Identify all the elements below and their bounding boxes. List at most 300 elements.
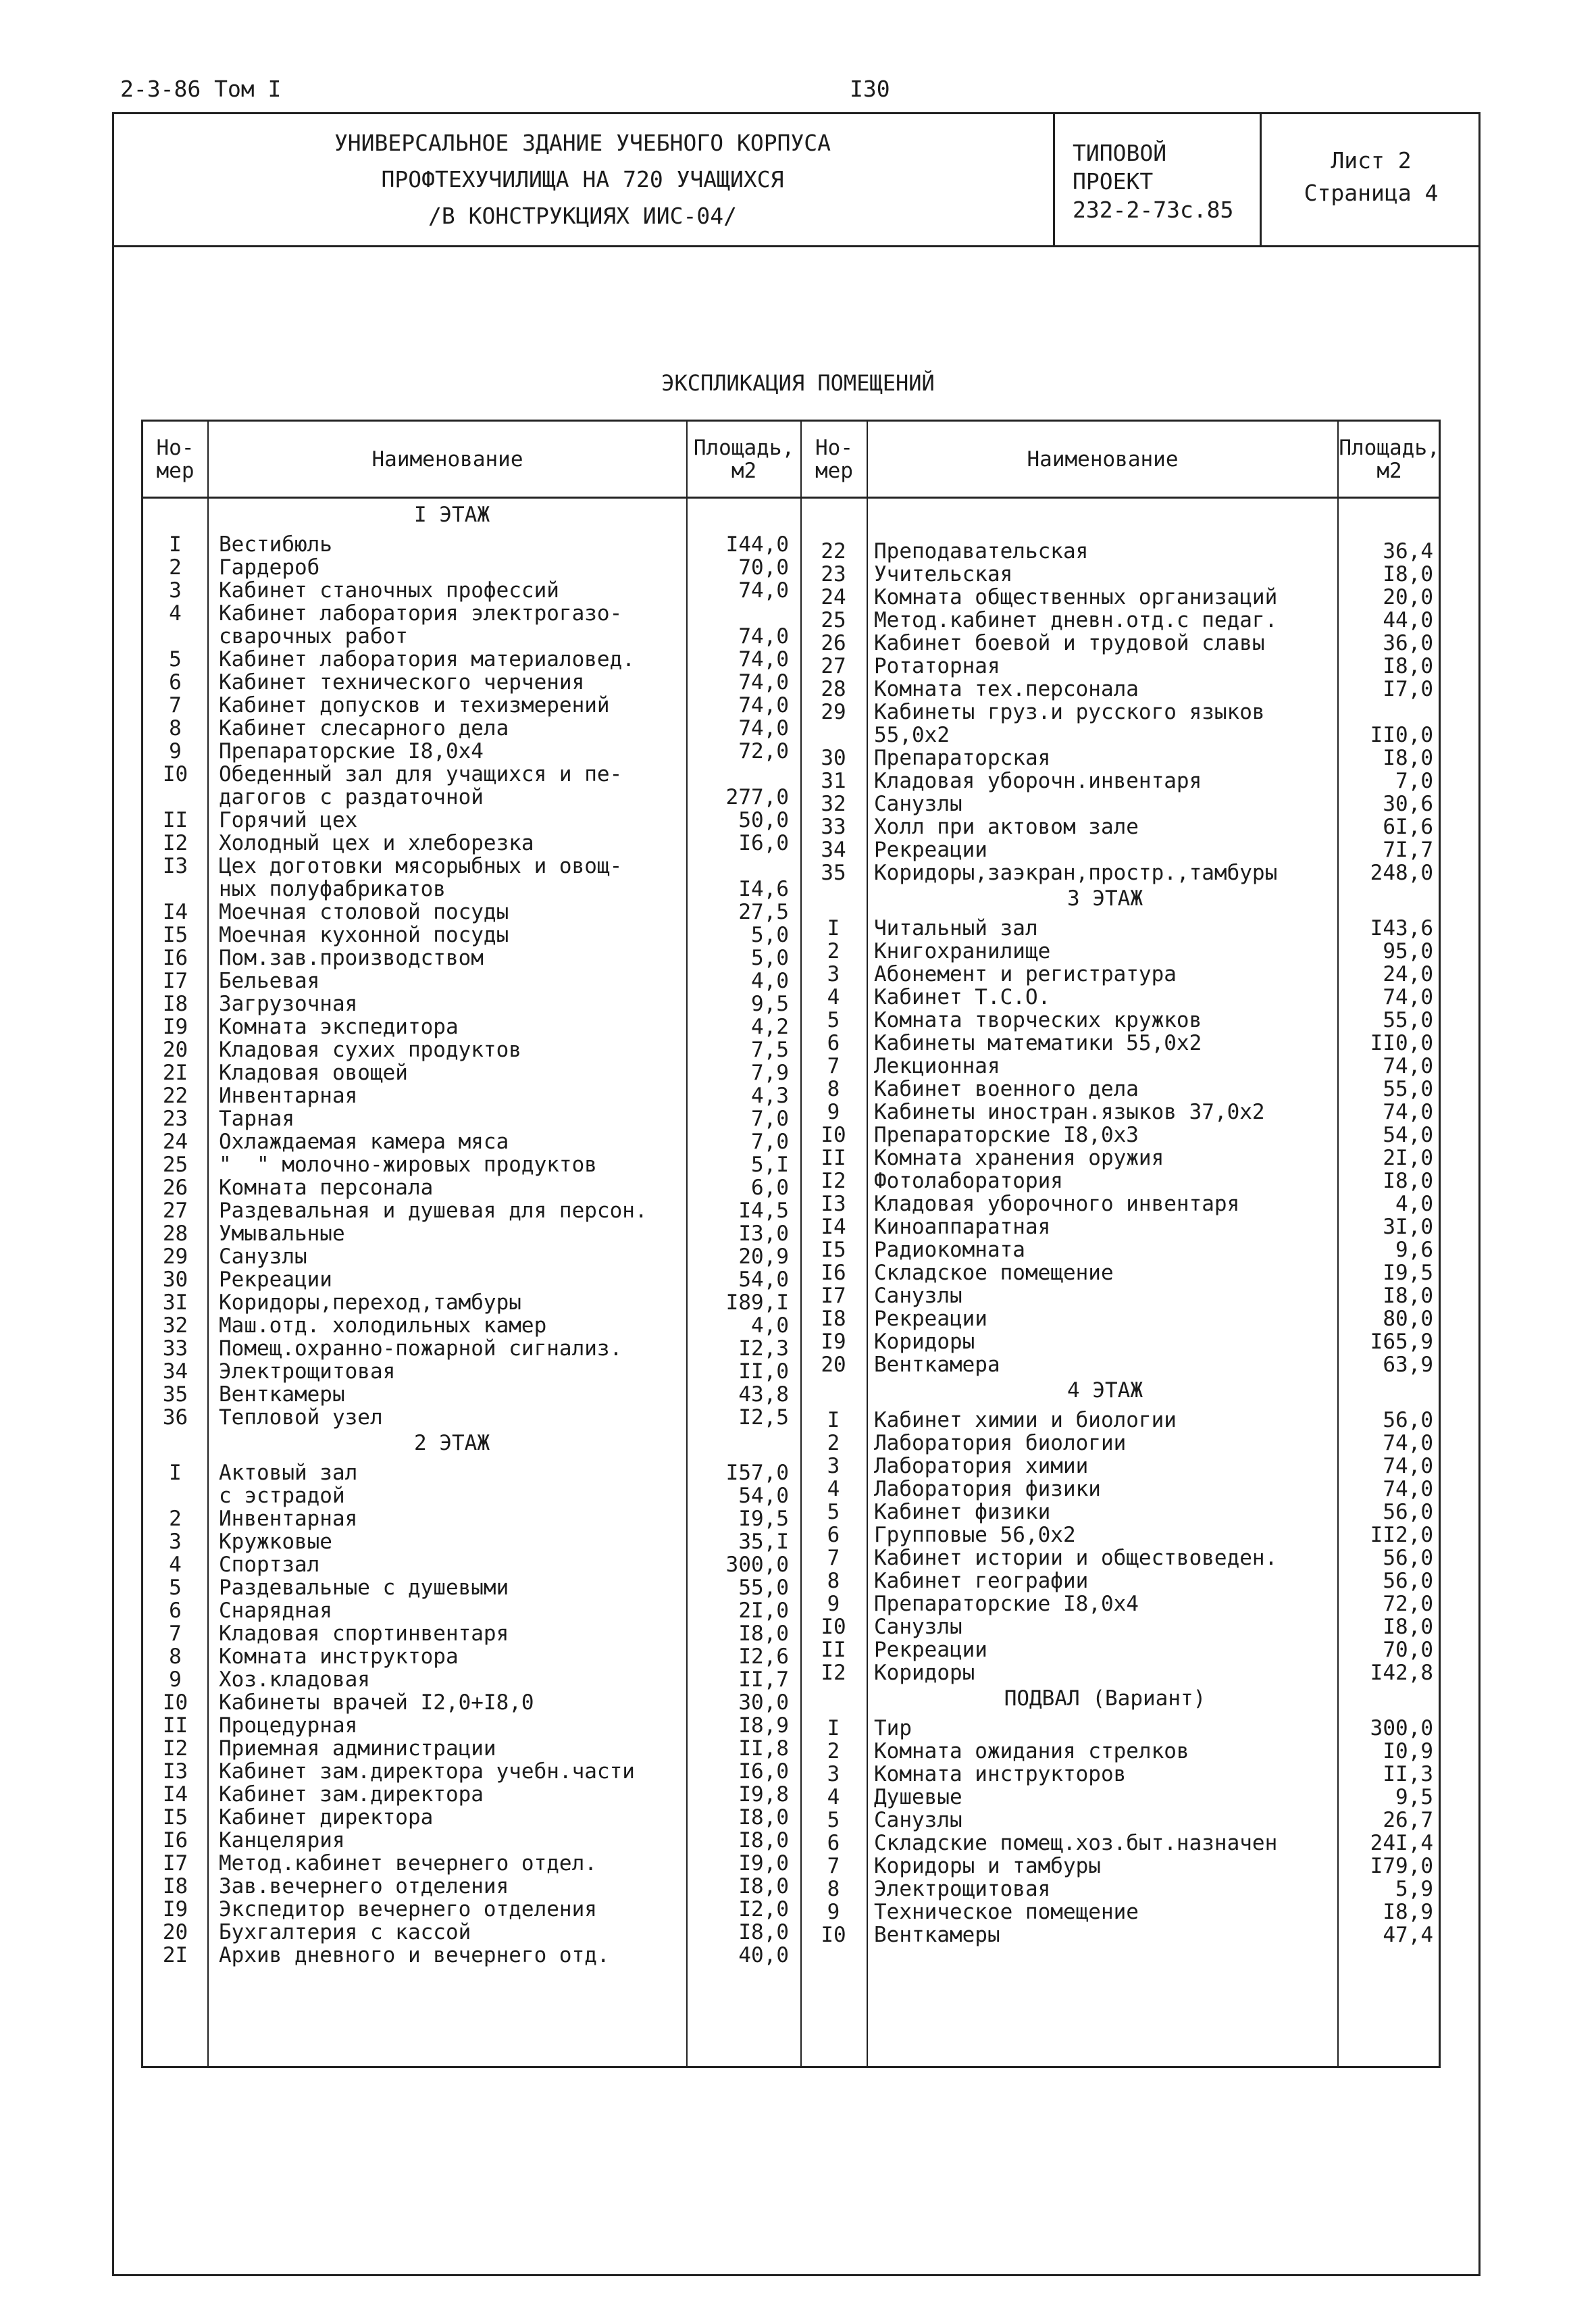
room-name: Преподавательская: [874, 539, 1089, 563]
room-name: Санузлы: [874, 1615, 962, 1639]
room-number: I7: [162, 969, 188, 993]
room-number: 7: [827, 1854, 840, 1878]
room-number: 6: [827, 1031, 840, 1055]
room-area: 2I,0: [1383, 1146, 1433, 1170]
room-number: 35: [821, 861, 846, 885]
room-name: Душевые: [874, 1785, 962, 1809]
room-number: 24: [162, 1130, 188, 1154]
room-number: I7: [162, 1851, 188, 1876]
room-area: I6,0: [738, 831, 789, 855]
room-area: I8,0: [1383, 1284, 1433, 1308]
room-number: 3: [827, 1762, 840, 1786]
room-number: 3I: [162, 1290, 188, 1315]
room-area: 72,0: [738, 739, 789, 763]
room-area: 20,0: [1383, 585, 1433, 609]
room-number: 2I: [162, 1061, 188, 1085]
table-row: [143, 1101, 1440, 1124]
room-number: 23: [162, 1107, 188, 1131]
room-number: I3: [821, 1192, 846, 1216]
table-row: [143, 1032, 1440, 1055]
room-name: Процедурная: [219, 1713, 358, 1738]
room-area: 4,2: [751, 1015, 789, 1039]
room-number: 3: [827, 962, 840, 986]
room-number: I5: [162, 923, 188, 947]
room-area: 35,I: [738, 1530, 789, 1554]
room-area: 24,0: [1383, 962, 1433, 986]
room-name: Комната ожидания стрелков: [874, 1739, 1189, 1763]
room-number: 6: [827, 1831, 840, 1855]
room-number: 36: [162, 1405, 188, 1430]
room-name: ных полуфабрикатов: [219, 877, 446, 901]
room-area: 56,0: [1383, 1546, 1433, 1570]
room-area: 55,0: [1383, 1008, 1433, 1032]
room-number: 4: [827, 1785, 840, 1809]
table-row: [143, 655, 1440, 678]
room-name: Раздевальная и душевая для персон.: [219, 1199, 648, 1223]
room-number: 26: [821, 631, 846, 655]
room-name: Групповые 56,0х2: [874, 1523, 1076, 1547]
room-area: 6,0: [751, 1176, 789, 1200]
room-area: 4,3: [751, 1084, 789, 1108]
room-area: I8,9: [738, 1713, 789, 1738]
room-name: Вестибюль: [219, 532, 332, 557]
header-divider: [143, 497, 1439, 499]
room-name: Санузлы: [219, 1244, 307, 1269]
room-name: Кабинет слесарного дела: [219, 716, 509, 740]
column-header-name: [209, 422, 686, 497]
room-name: Бельевая: [219, 969, 320, 993]
room-number: 32: [162, 1313, 188, 1338]
room-area: I6,0: [738, 1759, 789, 1784]
room-name: Комната тех.персонала: [874, 677, 1139, 701]
room-number: 7: [827, 1546, 840, 1570]
room-name: Кабинет лаборатория электрогазо-: [219, 601, 623, 626]
room-name: Кабинет станочных профессий: [219, 578, 559, 603]
room-area: 74,0: [738, 716, 789, 740]
room-area: II0,0: [1370, 1031, 1433, 1055]
room-name: Кабинет зам.директора учебн.части: [219, 1759, 635, 1784]
room-number: I: [827, 1408, 840, 1432]
room-area: 9,6: [1395, 1238, 1433, 1262]
room-name: Бухгалтерия с кассой: [219, 1920, 471, 1944]
room-name: Киноаппаратная: [874, 1215, 1051, 1239]
room-area: 300,0: [1370, 1716, 1433, 1740]
room-number: 2I: [162, 1943, 188, 1967]
room-name: Комната инструкторов: [874, 1762, 1127, 1786]
room-area: 54,0: [1383, 1123, 1433, 1147]
room-number: 27: [162, 1199, 188, 1223]
room-number: I3: [162, 1759, 188, 1784]
room-number: 8: [169, 1644, 182, 1669]
table-row: [143, 1262, 1440, 1284]
room-area: I8,9: [1383, 1900, 1433, 1924]
room-name: Помещ.охранно-пожарной сигнализ.: [219, 1336, 623, 1361]
room-name: Коридоры,заэкран,простр.,тамбуры: [874, 861, 1278, 885]
room-number: 5: [169, 1576, 182, 1600]
room-number: I8: [162, 1874, 188, 1898]
room-name: Холл при актовом зале: [874, 815, 1139, 839]
room-name: Кабинет военного дела: [874, 1077, 1139, 1101]
table-row: [143, 701, 1440, 724]
column-header-text: Наименование: [1027, 447, 1179, 472]
room-area: 5,9: [1395, 1877, 1433, 1901]
room-area: 36,0: [1383, 631, 1433, 655]
room-number: I4: [821, 1215, 846, 1239]
room-name: Тепловой узел: [219, 1405, 383, 1430]
room-area: 74,0: [1383, 1431, 1433, 1455]
room-number: 24: [821, 585, 846, 609]
room-area: 24I,4: [1370, 1831, 1433, 1855]
room-area: 40,0: [738, 1943, 789, 1967]
room-area: I8,0: [738, 1828, 789, 1853]
room-area: 74,0: [738, 647, 789, 672]
room-area: 4,0: [751, 969, 789, 993]
room-name: Горячий цех: [219, 808, 358, 832]
room-name: Приемная администрации: [219, 1736, 496, 1761]
room-number: I: [827, 916, 840, 940]
room-area: II,7: [738, 1667, 789, 1692]
room-name: Электрощитовая: [874, 1877, 1051, 1901]
room-area: I7,0: [1383, 677, 1433, 701]
room-area: 9,5: [1395, 1785, 1433, 1809]
room-number: 23: [821, 562, 846, 586]
floor-section-title: I ЭТАЖ: [414, 503, 490, 527]
room-number: I4: [162, 1782, 188, 1807]
room-area: I43,6: [1370, 916, 1433, 940]
room-area: 72,0: [1383, 1592, 1433, 1616]
room-name: Кабинет боевой и трудовой славы: [874, 631, 1265, 655]
room-name: Спортзал: [219, 1553, 320, 1577]
room-name: Венткамеры: [219, 1382, 345, 1407]
room-name: Электрощитовая: [219, 1359, 396, 1384]
room-area: 5,0: [751, 946, 789, 970]
room-number: I2: [162, 831, 188, 855]
room-area: 63,9: [1383, 1353, 1433, 1377]
sheet-number: Лист 2: [1331, 147, 1412, 174]
table-row: [143, 1170, 1440, 1192]
room-name: Кружковые: [219, 1530, 332, 1554]
room-area: I0,9: [1383, 1739, 1433, 1763]
title-block: [112, 112, 1481, 247]
room-area: I8,0: [738, 1920, 789, 1944]
room-area: 7,0: [751, 1130, 789, 1154]
column-header-name: [868, 422, 1337, 497]
room-name: Кабинет истории и обществоведен.: [874, 1546, 1278, 1570]
table-row: [143, 1639, 1440, 1661]
room-name: Хоз.кладовая: [219, 1667, 370, 1692]
room-name: Кабинет допусков и техизмерений: [219, 693, 610, 718]
room-number: 9: [169, 1667, 182, 1692]
table-row: [143, 1782, 1440, 1809]
table-row: [143, 1944, 1440, 1967]
room-area: 4,0: [751, 1313, 789, 1338]
room-name: Препараторская: [874, 746, 1051, 770]
room-name: Учительская: [874, 562, 1013, 586]
column-header-text: мер: [156, 458, 195, 483]
room-number: I2: [821, 1169, 846, 1193]
room-name: Кладовая спортинвентаря: [219, 1621, 509, 1646]
table-row: [143, 1124, 1440, 1147]
room-name: Комната хранения оружия: [874, 1146, 1164, 1170]
room-area: 55,0: [738, 1576, 789, 1600]
sheet-cell: [1262, 112, 1481, 247]
room-area: 30,0: [738, 1690, 789, 1715]
room-number: 2: [169, 1507, 182, 1531]
table-row: [143, 1455, 1440, 1478]
room-name: Лаборатория химии: [874, 1454, 1089, 1478]
table-row: [143, 862, 1440, 884]
room-number: 9: [827, 1100, 840, 1124]
room-area: II0,0: [1370, 723, 1433, 747]
room-number: 25: [162, 1153, 188, 1177]
room-area: I89,I: [725, 1290, 789, 1315]
table-row: [143, 1193, 1440, 1215]
room-name: Кладовая сухих продуктов: [219, 1038, 521, 1062]
room-area: II2,0: [1370, 1523, 1433, 1547]
room-name: Комната инструктора: [219, 1644, 459, 1669]
room-area: 74,0: [1383, 1054, 1433, 1078]
room-number: 34: [162, 1359, 188, 1384]
column-header-text: м2: [731, 458, 757, 483]
room-number: II: [162, 808, 188, 832]
room-area: I3,0: [738, 1222, 789, 1246]
table-row: [143, 540, 1440, 563]
room-name: 55,0х2: [874, 723, 950, 747]
room-area: I42,8: [1370, 1661, 1433, 1685]
room-area: 7,9: [751, 1061, 789, 1085]
room-area: 277,0: [725, 785, 789, 809]
room-area: 74,0: [1383, 1454, 1433, 1478]
room-area: 50,0: [738, 808, 789, 832]
table-row: [143, 1616, 1440, 1638]
room-name: Комната экспедитора: [219, 1015, 459, 1039]
room-area: 43,8: [738, 1382, 789, 1407]
table-row: [143, 1216, 1440, 1238]
room-area: 44,0: [1383, 608, 1433, 632]
room-number: 22: [821, 539, 846, 563]
room-name: Кабинеты математики 55,0х2: [874, 1031, 1202, 1055]
room-number: 20: [821, 1353, 846, 1377]
room-number: I: [827, 1716, 840, 1740]
room-name: Препараторские I8,0х4: [874, 1592, 1139, 1616]
table-row: [143, 747, 1440, 770]
room-number: I3: [162, 854, 188, 878]
room-number: 3: [169, 1530, 182, 1554]
room-name: Кабинеты груз.и русского языков: [874, 700, 1265, 724]
room-number: 8: [827, 1877, 840, 1901]
table-row: [143, 1055, 1440, 1078]
column-header-text: м2: [1376, 458, 1402, 483]
room-name: Радиокомната: [874, 1238, 1025, 1262]
table-row: [143, 940, 1440, 963]
room-name: Венткамера: [874, 1353, 1000, 1377]
room-area: 74,0: [738, 624, 789, 649]
table-row: [143, 609, 1440, 632]
rooms-table: [141, 420, 1441, 2068]
room-area: 74,0: [1383, 1100, 1433, 1124]
room-number: 33: [821, 815, 846, 839]
room-number: 2: [827, 1431, 840, 1455]
room-number: I2: [162, 1736, 188, 1761]
room-number: 5: [827, 1808, 840, 1832]
table-row: [143, 963, 1440, 986]
room-area: 74,0: [1383, 985, 1433, 1009]
room-name: Ротаторная: [874, 654, 1000, 678]
room-name: Коридоры: [874, 1330, 975, 1354]
room-number: I6: [162, 1828, 188, 1853]
room-area: I8,0: [738, 1805, 789, 1830]
room-number: 6: [827, 1523, 840, 1547]
room-number: 9: [827, 1592, 840, 1616]
table-row: [143, 1308, 1440, 1330]
room-name: Актовый зал: [219, 1461, 358, 1485]
room-name: Обеденный зал для учащихся и пе-: [219, 762, 623, 786]
project-title-line: УНИВЕРСАЛЬНОЕ ЗДАНИЕ УЧЕБНОГО КОРПУСА: [334, 130, 831, 156]
table-row: [143, 1736, 1440, 1763]
room-area: I8,0: [1383, 562, 1433, 586]
column-header-area: [1339, 422, 1440, 497]
room-number: 27: [821, 654, 846, 678]
room-name: Инвентарная: [219, 1507, 358, 1531]
room-name: Санузлы: [874, 1808, 962, 1832]
room-name: " " молочно-жировых продуктов: [219, 1153, 597, 1177]
room-name: Рекреации: [874, 1638, 987, 1662]
room-name: Кабинет зам.директора: [219, 1782, 484, 1807]
room-name: Кабинет географии: [874, 1569, 1089, 1593]
table-heading: ЭКСПЛИКАЦИЯ ПОМЕЩЕНИЙ: [661, 370, 935, 396]
table-row: [143, 917, 1440, 940]
room-area: 26,7: [1383, 1808, 1433, 1832]
room-area: I2,0: [738, 1897, 789, 1921]
room-number: I0: [821, 1123, 846, 1147]
table-row: [143, 1078, 1440, 1101]
room-number: 4: [827, 985, 840, 1009]
room-area: 56,0: [1383, 1500, 1433, 1524]
table-row: [143, 1593, 1440, 1615]
room-number: 4: [169, 1553, 182, 1577]
room-area: I8,0: [738, 1621, 789, 1646]
room-number: II: [821, 1638, 846, 1662]
room-number: 35: [162, 1382, 188, 1407]
room-number: 31: [821, 769, 846, 793]
room-area: I2,6: [738, 1644, 789, 1669]
room-name: Тир: [874, 1716, 912, 1740]
room-number: 3: [827, 1454, 840, 1478]
column-header-text: мер: [815, 458, 853, 483]
project-title-line: ПРОФТЕХУЧИЛИЩА НА 720 УЧАЩИХСЯ: [381, 166, 784, 193]
table-row: [143, 1147, 1440, 1169]
room-area: 300,0: [725, 1553, 789, 1577]
room-number: 34: [821, 838, 846, 862]
table-row: [143, 1570, 1440, 1592]
floor-section-title: ПОДВАЛ (Вариант): [1004, 1686, 1206, 1711]
room-name: Читальный зал: [874, 916, 1038, 940]
room-number: 20: [162, 1038, 188, 1062]
room-area: 56,0: [1383, 1569, 1433, 1593]
room-name: Препараторские I8,0х3: [874, 1123, 1139, 1147]
room-name: Рекреации: [874, 838, 987, 862]
room-name: Кабинеты врачей I2,0+I8,0: [219, 1690, 534, 1715]
column-header-area: [688, 422, 800, 497]
room-name: Комната творческих кружков: [874, 1008, 1202, 1032]
room-name: Холодный цех и хлеборезка: [219, 831, 534, 855]
room-area: 7,0: [1395, 769, 1433, 793]
room-area: 6I,6: [1383, 815, 1433, 839]
table-row: [143, 770, 1440, 793]
room-number: 5: [827, 1500, 840, 1524]
room-name: Санузлы: [874, 1284, 962, 1308]
room-number: 9: [827, 1900, 840, 1924]
room-area: 74,0: [1383, 1477, 1433, 1501]
column-header-text: Но-: [156, 435, 195, 460]
room-name: Цех доготовки мясорыбных и овощ-: [219, 854, 623, 878]
table-row: [143, 678, 1440, 701]
room-number: I: [169, 1461, 182, 1485]
room-name: Складское помещение: [874, 1261, 1114, 1285]
room-number: I9: [821, 1330, 846, 1354]
room-number: 2: [827, 1739, 840, 1763]
room-number: 8: [827, 1077, 840, 1101]
room-name: Кладовая овощей: [219, 1061, 408, 1085]
room-name: Венткамеры: [874, 1923, 1000, 1947]
room-name: Фотолаборатория: [874, 1169, 1063, 1193]
room-number: 32: [821, 792, 846, 816]
room-name: Гардероб: [219, 555, 320, 580]
room-area: 36,4: [1383, 539, 1433, 563]
room-name: Абонемент и регистратура: [874, 962, 1177, 986]
room-number: 8: [169, 716, 182, 740]
room-number: 8: [827, 1569, 840, 1593]
room-name: Тарная: [219, 1107, 294, 1131]
room-number: I9: [162, 1015, 188, 1039]
room-number: I6: [162, 946, 188, 970]
room-name: Кабинет технического черчения: [219, 670, 585, 695]
room-area: 3I,0: [1383, 1215, 1433, 1239]
room-area: 9,5: [751, 992, 789, 1016]
room-number: 7: [169, 693, 182, 718]
column-header-number: [802, 422, 867, 497]
room-number: I6: [821, 1261, 846, 1285]
room-area: I57,0: [725, 1461, 789, 1485]
room-area: I65,9: [1370, 1330, 1433, 1354]
table-row: [143, 632, 1440, 655]
room-area: I8,0: [738, 1874, 789, 1898]
room-number: 7: [827, 1054, 840, 1078]
room-number: 28: [162, 1222, 188, 1246]
table-row: [143, 586, 1440, 609]
project-title-line: /В КОНСТРУКЦИЯХ ИИС-04/: [428, 203, 737, 229]
room-name: Канцелярия: [219, 1828, 345, 1853]
room-name: Препараторские I8,0х4: [219, 739, 484, 763]
room-name: Снарядная: [219, 1599, 332, 1623]
room-name: Техническое помещение: [874, 1900, 1139, 1924]
room-number: 5: [827, 1008, 840, 1032]
column-header-text: Площадь,: [693, 435, 795, 460]
table-row: [143, 724, 1440, 747]
room-name: Пом.зав.производством: [219, 946, 484, 970]
top-line: [120, 76, 1471, 107]
room-area: 7I,7: [1383, 838, 1433, 862]
column-header-text: Наименование: [371, 447, 523, 472]
table-row: [143, 1405, 1440, 1432]
room-number: 7: [169, 1621, 182, 1646]
table-row: [143, 1354, 1440, 1376]
room-number: II: [162, 1713, 188, 1738]
room-area: II,0: [738, 1359, 789, 1384]
table-row: [143, 1239, 1440, 1261]
room-number: I8: [821, 1307, 846, 1331]
page-label: Страница 4: [1304, 180, 1439, 206]
